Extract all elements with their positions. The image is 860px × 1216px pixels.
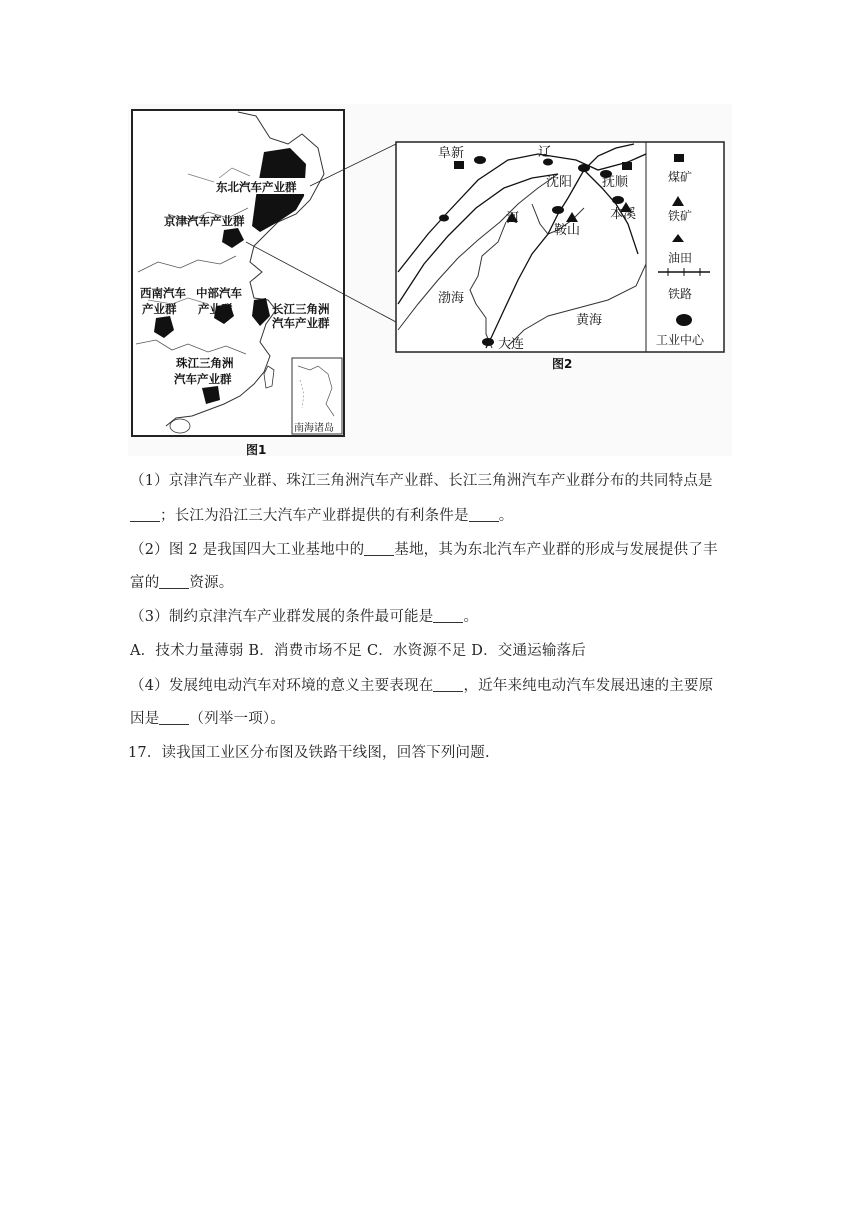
label-yangtze-2: 汽车产业群: [272, 316, 330, 330]
figure2-map: [396, 142, 724, 352]
q4-blank-1[interactable]: [433, 677, 463, 692]
label-southwest-2: 产业群: [142, 302, 177, 316]
label-central-2: 产业群: [198, 302, 233, 316]
q4-text-b1: 因是: [130, 711, 160, 727]
place-liao: 辽: [538, 145, 552, 160]
label-southwest-1: 西南汽车: [140, 286, 186, 300]
figure1-map: [132, 110, 344, 436]
industrial-center-icon: [676, 314, 692, 326]
q1-text-b1: ；长江为沿江三大汽车产业群提供的有利条件是: [160, 508, 469, 524]
label-south-sea: 南海诸岛: [294, 423, 334, 434]
q1-blank-1[interactable]: [130, 507, 160, 522]
q2-blank-1[interactable]: [364, 541, 394, 556]
label-yangtze-1: 长江三角洲: [272, 302, 330, 316]
q4-text-a1: （4）发展纯电动汽车对环境的意义主要表现在: [130, 678, 434, 694]
q2-blank-2[interactable]: [159, 574, 189, 589]
legend-industrial: 工业中心: [656, 333, 705, 347]
q2-line1: [130, 541, 718, 559]
place-huanghai: 黄海: [576, 313, 603, 328]
q2-text-a1: （2）图 2 是我国四大工业基地中的: [130, 542, 365, 558]
legend-iron: 铁矿: [668, 209, 693, 223]
q17-text: 17．读我国工业区分布图及铁路干线图，回答下列问题.: [128, 745, 490, 761]
place-fuxin: 阜新: [438, 146, 465, 161]
figure1-caption: 图1: [246, 443, 267, 456]
label-jingjin: 京津汽车产业群: [164, 214, 245, 228]
place-he: 河: [506, 211, 520, 226]
label-northeast: 东北汽车产业群: [216, 180, 297, 194]
legend-coal: 煤矿: [668, 170, 693, 184]
q4-text-a2: ，近年来纯电动汽车发展迅速的主要原: [463, 678, 714, 694]
q3-text-2: 。: [463, 609, 479, 625]
q4-blank-2[interactable]: [159, 710, 189, 725]
q4-text-b2: （列举一项）。: [189, 711, 286, 727]
place-shenyang: 沈阳: [546, 175, 573, 190]
label-central-1: 中部汽车: [196, 286, 242, 300]
place-bohai: 渤海: [438, 291, 465, 306]
figure-area: [128, 104, 732, 456]
figure2-caption: 图2: [552, 357, 573, 371]
q1-line1: [130, 472, 713, 490]
legend-railway: 铁路: [668, 287, 693, 301]
legend-oil: 油田: [668, 251, 693, 265]
q1-text-b2: 。: [498, 508, 514, 524]
place-fushun: 抚顺: [602, 175, 629, 190]
q4-line1: [130, 677, 713, 695]
place-anshan: 鞍山: [554, 223, 581, 238]
q3-options: A．技术力量薄弱 B．消费市场不足 C．水资源不足 D．交通运输落后: [130, 643, 586, 659]
figure-svg: [128, 104, 732, 456]
q1-line2: [130, 507, 513, 525]
q3-line1: [130, 608, 478, 626]
q4-line2: [130, 710, 285, 728]
place-benxi: 本溪: [610, 207, 637, 222]
q1-text-a: （1）京津汽车产业群、珠江三角洲汽车产业群、长江三角洲汽车产业群分布的共同特点是: [130, 473, 713, 489]
q2-text-b2: 资源。: [189, 575, 234, 591]
q2-line2: [130, 574, 234, 592]
label-pearl-2: 汽车产业群: [174, 372, 232, 386]
q3-blank[interactable]: [433, 608, 463, 623]
q2-text-b1: 富的: [130, 575, 160, 591]
q1-blank-2[interactable]: [469, 507, 499, 522]
label-pearl-1: 珠江三角洲: [176, 356, 234, 370]
q2-text-a2: 基地，其为东北汽车产业群的形成与发展提供了丰: [394, 542, 718, 558]
q3-text-1: （3）制约京津汽车产业群发展的条件最可能是: [130, 609, 434, 625]
place-dalian: 大连: [498, 337, 525, 352]
coal-mine-icon: [674, 154, 684, 162]
